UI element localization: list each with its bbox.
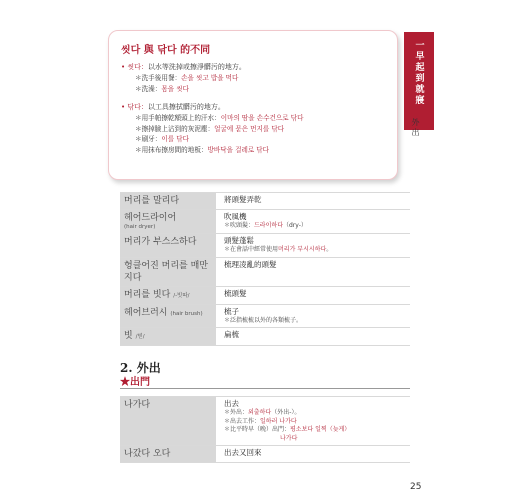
vocab-note: 나가다 [280,434,298,442]
tip-item-head-ko: • 닦다： [121,103,148,111]
vocab-meaning: 出去又回來 [224,448,262,457]
vocab-meaning: 頭髮蓬鬆 ＊在會話中經常使用머리가 부시시하다。 [220,234,410,257]
vocab-note: ＊外出：외출하다（外出-）。 [224,409,301,416]
vocab-row [120,286,410,304]
vocab-table [120,192,410,346]
vocab-row [120,304,410,328]
vocab-korean: 헤어브러시 (hair brush) [120,305,220,328]
tip-example: ＊洗手後用餐：손을 씻고 밥을 먹다 [135,74,239,82]
vocab-meaning: 梳理凌亂的頭髮 [224,259,277,269]
vocab-row [120,233,410,257]
vocab-note: ＊在會話中經常使用머리가 부시시하다。 [224,246,333,253]
vocab-row [120,445,410,463]
vocab-row [120,257,410,286]
vocab-note: ＊泛指梳梳以外的各類梳子。 [224,316,303,324]
vocab-note: ＊比平時早（晚）出門：평소보다 일찍（늦게） [224,426,351,433]
section-subtitle: ★出門 [120,377,150,388]
tip-example: ＊洗澡：몸을 씻다 [135,84,189,93]
vocab-table-outing [120,396,410,463]
vocab-row [120,396,410,445]
tip-title: 씻다 與 닦다 的不同 [121,45,211,56]
tip-item-dakda [121,102,385,113]
tip-example: ＊用抹布擦房間的地板：방바닥을 걸레로 닦다 [135,145,270,154]
tip-item-head-zh: 以水等洗掉或擦淨髒污的地方。 [147,63,246,71]
chapter-tab [404,32,434,130]
vocab-korean: 헤어드라이어 (hair dryer) [120,210,220,233]
vocab-row [120,327,410,346]
tip-item-head-zh: 以工具擦拭髒污的地方。 [147,103,225,111]
vocab-note: ＊吹頭髮：드라이하다（dry-） [224,222,307,229]
vocab-korean: 머리가 부스스하다 [120,234,220,257]
vocab-korean: 머리를 말리다 [120,193,220,209]
tip-example: ＊擦掉臉上沾到的灰泥塵：얼굴에 묻은 먼지를 닦다 [135,124,285,133]
section-divider [120,388,410,389]
vocab-meaning: 梳子 ＊泛指梳梳以外的各類梳子。 [220,305,410,328]
vocab-row [120,192,410,209]
vocab-meaning: 扁梳 [224,330,239,339]
vocab-korean: 빗 /빋/ [120,328,220,345]
vocab-meaning: 將頭髮弄乾 [224,195,262,204]
vocab-korean: 머리를 빗다 /-빗따/ [120,287,220,304]
tip-item-ssitda [121,62,385,73]
page-number: 25 [410,482,422,492]
chapter-subsection-label: 外出 [411,118,420,138]
vocab-korean: 헝클어진 머리를 매만지다 [120,258,220,286]
section-title: 2. 外出 [120,361,161,375]
vocab-korean: 나갔다 오다 [120,446,220,462]
vocab-note: ＊出去工作：일하러 나가다 [224,417,297,425]
tip-example: ＊刷牙：이를 닦다 [135,135,189,143]
tip-box [108,30,398,180]
vocab-meaning: 出去 ＊外出：외출하다（外出-）。 ＊出去工作：일하러 나가다 ＊比平時早（晚）出門：평소보다 일찍（늦게） 나가다 [220,397,410,445]
vocab-meaning: 梳頭髮 [224,288,247,298]
vocab-korean: 나가다 [120,397,220,445]
tip-item-head-ko: • 씻다： [121,63,148,71]
vocab-meaning: 吹風機 ＊吹頭髮：드라이하다（dry-） [220,210,410,233]
tip-example: ＊用手帕擦乾額頭上的汗水：이마의 땀을 손수건으로 닦다 [135,114,304,122]
chapter-tab-label: 一早起到就寢 [413,40,424,106]
vocab-row [120,209,410,233]
